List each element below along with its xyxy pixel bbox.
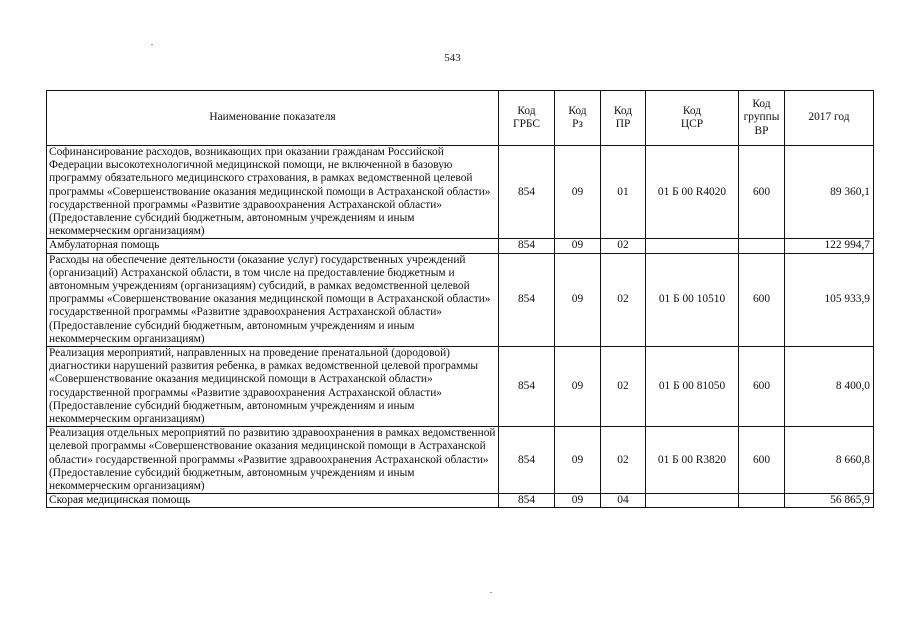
- row-amount: 122 994,7: [785, 239, 874, 253]
- scan-artifact: [151, 44, 153, 45]
- row-rz: 09: [555, 347, 601, 427]
- header-grbs: [499, 91, 555, 146]
- header-csr: [646, 91, 739, 146]
- row-amount: 8 400,0: [785, 347, 874, 427]
- row-grbs: 854: [499, 239, 555, 253]
- row-name: Скорая медицинская помощь: [47, 494, 499, 508]
- row-csr: 01 Б 00 81050: [646, 347, 739, 427]
- header-vr: [739, 91, 785, 146]
- table-row: [47, 253, 874, 346]
- row-pr: 02: [601, 239, 646, 253]
- table-row: [47, 347, 874, 427]
- row-name: Софинансирование расходов, возникающих при оказании гражданам Российской Федерации высокотехнологичной медицинской помощи, не включенной в базовую программу обязательного медицинского страхования, в рамках ведомственной целевой программы «Совершенствование оказания медицинской помощи в Астраханской области» государственной программы «Развитие здравоохранения Астраханской области» (Предоставление субсидий бюджетным, автономным учреждениям и иным некоммерческим организациям): [47, 146, 499, 239]
- header-grbs-line2: ГРБС: [513, 118, 540, 130]
- header-pr: [601, 91, 646, 146]
- row-vr: 600: [739, 146, 785, 239]
- row-grbs: 854: [499, 253, 555, 346]
- row-csr: 01 Б 00 10510: [646, 253, 739, 346]
- row-amount: 8 660,8: [785, 427, 874, 494]
- header-name: Наименование показателя: [47, 91, 499, 146]
- row-grbs: 854: [499, 427, 555, 494]
- table-header: [47, 91, 874, 146]
- header-vr-line2: группы: [743, 111, 780, 124]
- row-pr: 01: [601, 146, 646, 239]
- row-csr: [646, 494, 739, 508]
- header-year: 2017 год: [785, 91, 874, 146]
- row-name: Реализация отдельных мероприятий по развитию здравоохранения в рамках ведомственной целевой программы «Совершенствование оказания медицинской помощи в Астраханской области» государственной программы «Развитие здравоохранения Астраханской области» (Предоставление субсидий бюджетным, автономным учреждениям и иным некоммерческим организациям): [47, 427, 499, 494]
- row-rz: 09: [555, 239, 601, 253]
- row-pr: 02: [601, 347, 646, 427]
- row-vr: 600: [739, 253, 785, 346]
- header-vr-line1: Код: [752, 98, 771, 111]
- row-csr: 01 Б 00 R4020: [646, 146, 739, 239]
- table-body: [47, 146, 874, 508]
- row-grbs: 854: [499, 146, 555, 239]
- row-pr: 04: [601, 494, 646, 508]
- table-row: [47, 427, 874, 494]
- header-pr-line1: Код: [613, 104, 633, 117]
- row-rz: 09: [555, 146, 601, 239]
- budget-table: [46, 90, 874, 508]
- header-vr-line3: ВР: [754, 124, 769, 137]
- table-row: [47, 146, 874, 239]
- header-csr-line2: ЦСР: [680, 118, 704, 130]
- row-grbs: 854: [499, 494, 555, 508]
- row-vr: [739, 494, 785, 508]
- row-rz: 09: [555, 253, 601, 346]
- row-vr: 600: [739, 427, 785, 494]
- header-rz: [555, 91, 601, 146]
- header-pr-line2: ПР: [615, 118, 631, 130]
- row-name: Амбулаторная помощь: [47, 239, 499, 253]
- header-rz-line2: Рз: [572, 118, 583, 130]
- row-rz: 09: [555, 427, 601, 494]
- row-amount: 105 933,9: [785, 253, 874, 346]
- row-rz: 09: [555, 494, 601, 508]
- header-rz-line1: Код: [568, 104, 587, 117]
- header-csr-line1: Код: [682, 104, 702, 117]
- row-vr: 600: [739, 347, 785, 427]
- row-pr: 02: [601, 253, 646, 346]
- row-amount: 56 865,9: [785, 494, 874, 508]
- row-vr: [739, 239, 785, 253]
- page-number: 543: [444, 52, 461, 64]
- table-row: [47, 494, 874, 508]
- header-grbs-line1: Код: [517, 104, 536, 117]
- row-csr: [646, 239, 739, 253]
- row-amount: 89 360,1: [785, 146, 874, 239]
- row-pr: 02: [601, 427, 646, 494]
- row-grbs: 854: [499, 347, 555, 427]
- scan-artifact: [490, 592, 492, 593]
- row-name: Реализация мероприятий, направленных на проведение пренатальной (дородовой) диагностики нарушений развития ребенка, в рамках ведомственной целевой программы «Совершенствование оказания медицинской помощи в Астраханской области» государственной программы «Развитие здравоохранения Астраханской области» (Предоставление субсидий бюджетным, автономным учреждениям и иным некоммерческим организациям): [47, 347, 499, 427]
- table-row: [47, 239, 874, 253]
- row-csr: 01 Б 00 R3820: [646, 427, 739, 494]
- row-name: Расходы на обеспечение деятельности (оказание услуг) государственных учреждений (организаций) Астраханской области, в том числе на предоставление бюджетным и автономным учреждениям (организациям) субсидий, в рамках ведомственной целевой программы «Совершенствование оказания медицинской помощи в Астраханской области» государственной программы «Развитие здравоохранения Астраханской области» (Предоставление субсидий бюджетным, автономным учреждениям и иным некоммерческим организациям): [47, 253, 499, 346]
